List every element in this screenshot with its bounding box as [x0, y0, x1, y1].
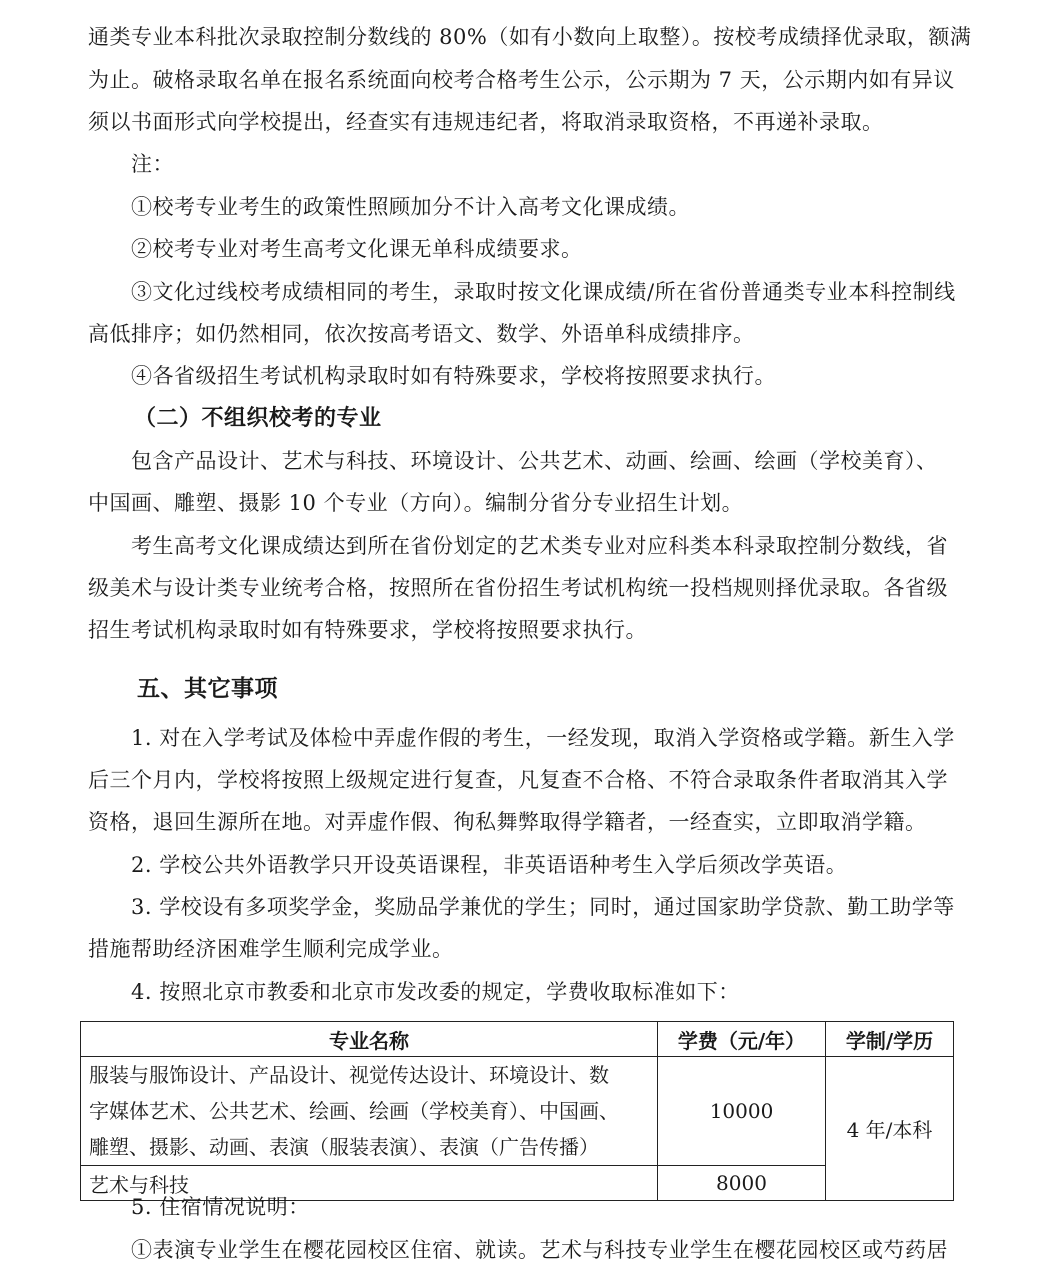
note-item-3-cont: 高低排序；如仍然相同，依次按高考语文、数学、外语单科成绩排序。 [88, 322, 755, 346]
note-item-1: ①校考专业考生的政策性照顾加分不计入高考文化课成绩。 [131, 195, 690, 219]
row1-fee: 10000 [658, 1057, 826, 1166]
duration-cell: 4 年/本科 [826, 1057, 954, 1201]
item-5: 5. 住宿情况说明： [131, 1195, 310, 1219]
row1-major: 服装与服饰设计、产品设计、视觉传达设计、环境设计、数 字媒体艺术、公共艺术、绘画、绘画（学校美育）、中国画、 雕塑、摄影、动画、表演（服装表演）、表演（广告传播） [81, 1057, 658, 1166]
item-3-line: 3. 学校设有多项奖学金，奖励品学兼优的学生；同时，通过国家助学贷款、勤工助学等 [131, 895, 955, 919]
notes-heading: 注： [131, 152, 174, 176]
paragraph-line: 中国画、雕塑、摄影 10 个专业（方向）。编制分省分专业招生计划。 [88, 491, 744, 515]
item-2: 2. 学校公共外语教学只开设英语课程，非英语语种考生入学后须改学英语。 [131, 853, 848, 877]
header-major: 专业名称 [81, 1022, 658, 1057]
header-duration: 学制/学历 [826, 1022, 954, 1057]
paragraph-line: 级美术与设计类专业统考合格，按照所在省份招生考试机构统一投档规则择优录取。各省级 [88, 576, 948, 600]
paragraph-line: 招生考试机构录取时如有特殊要求，学校将按照要求执行。 [88, 618, 647, 642]
note-item-2: ②校考专业对考生高考文化课无单科成绩要求。 [131, 237, 583, 261]
note-item-3: ③文化过线校考成绩相同的考生，录取时按文化课成绩/所在省份普通类专业本科控制线 [131, 280, 956, 304]
header-fee: 学费（元/年） [658, 1022, 826, 1057]
item-1-line: 1. 对在入学考试及体检中弄虚作假的考生，一经发现，取消入学资格或学籍。新生入学 [131, 726, 955, 750]
paragraph-line: 通类专业本科批次录取控制分数线的 80%（如有小数向上取整）。按校考成绩择优录取，额满 [88, 25, 972, 49]
section-title: 五、其它事项 [137, 676, 278, 702]
note-item-4: ④各省级招生考试机构录取时如有特殊要求，学校将按照要求执行。 [131, 364, 776, 388]
item-4: 4. 按照北京市教委和北京市发改委的规定，学费收取标准如下： [131, 980, 740, 1004]
item-3-line: 措施帮助经济困难学生顺利完成学业。 [88, 937, 454, 961]
item-5-1: ①表演专业学生在樱花园校区住宿、就读。艺术与科技专业学生在樱花园校区或芍药居 [131, 1238, 948, 1262]
subsection-title: （二）不组织校考的专业 [134, 405, 382, 431]
paragraph-line: 为止。破格录取名单在报名系统面向校考合格考生公示，公示期为 7 天，公示期内如有异议 [88, 68, 955, 92]
paragraph-line: 考生高考文化课成绩达到所在省份划定的艺术类专业对应科类本科录取控制分数线，省 [131, 534, 948, 558]
table-header-row [81, 1022, 954, 1057]
table-row [81, 1057, 954, 1166]
item-1-line: 资格，退回生源所在地。对弄虚作假、徇私舞弊取得学籍者，一经查实，立即取消学籍。 [88, 810, 927, 834]
row2-major: 艺术与科技 [81, 1166, 658, 1201]
row2-fee: 8000 [658, 1166, 826, 1201]
paragraph-line: 包含产品设计、艺术与科技、环境设计、公共艺术、动画、绘画、绘画（学校美育）、 [131, 449, 938, 473]
item-1-line: 后三个月内，学校将按照上级规定进行复查，凡复查不合格、不符合录取条件者取消其入学 [88, 768, 948, 792]
fee-table [80, 1021, 954, 1201]
paragraph-line: 须以书面形式向学校提出，经查实有违规违纪者，将取消录取资格，不再递补录取。 [88, 110, 884, 134]
